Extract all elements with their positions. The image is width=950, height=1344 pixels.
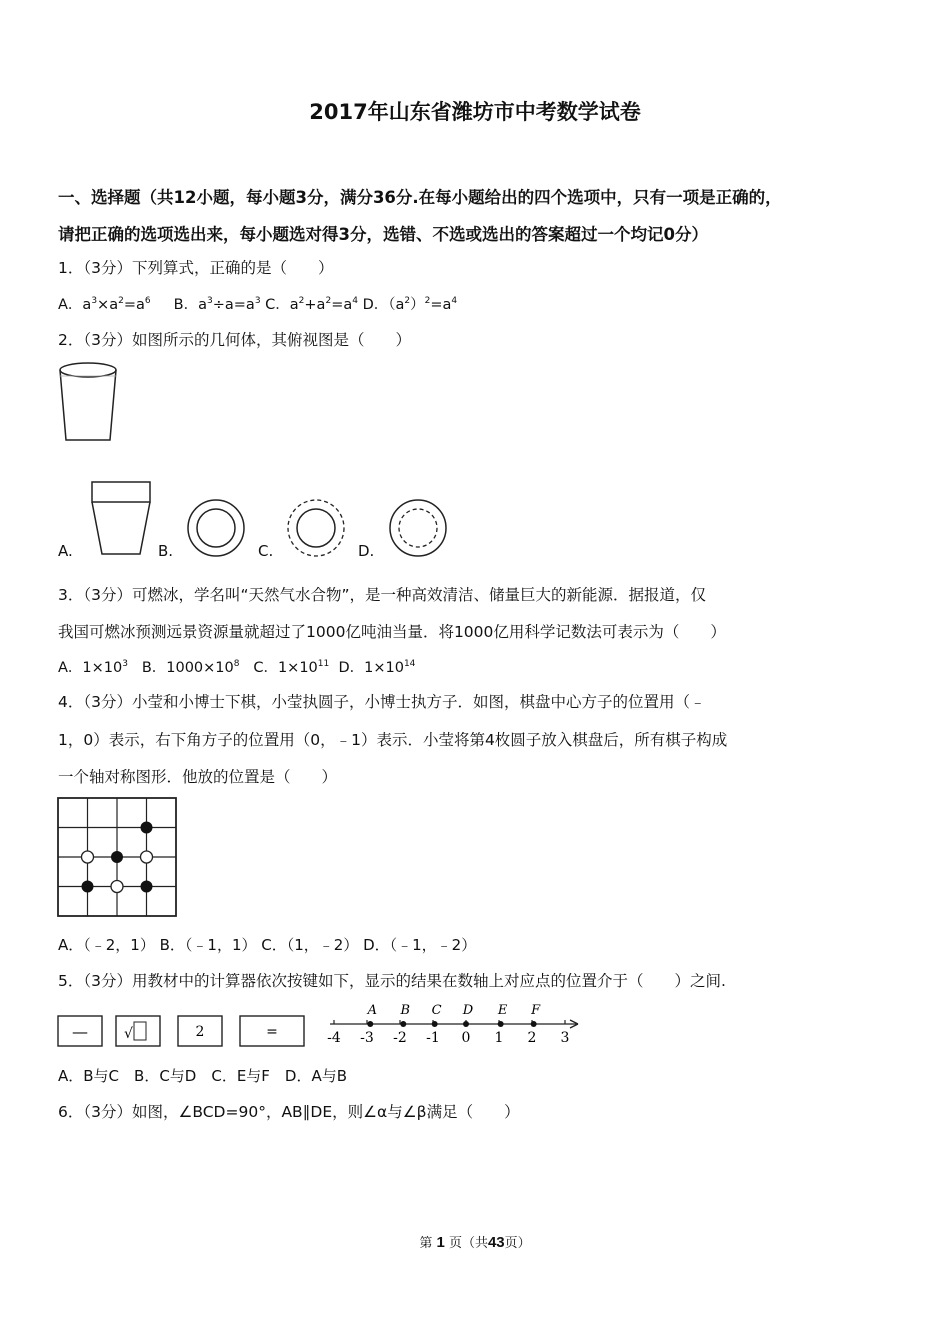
number-line-point-label: D: [462, 1003, 474, 1018]
number-line-tick-label: -3: [360, 1030, 374, 1046]
key-sqrt-label: √: [124, 1026, 133, 1042]
number-line-tick-label: -2: [393, 1030, 407, 1046]
black-stone: [141, 881, 153, 893]
white-stone: [82, 851, 94, 863]
q2-stem: 2．（3分）如图所示的几何体，其俯视图是（ ）: [58, 331, 411, 349]
go-board: [56, 796, 180, 920]
number-line-point: [432, 1021, 438, 1027]
q5-figure: [56, 1000, 586, 1052]
q4-stem-line3: 一个轴对称图形．他放的位置是（ ）: [58, 768, 338, 786]
black-stone: [82, 881, 94, 893]
q3-stem-line2: 我国可燃冰预测远景资源量就超过了1000亿吨油当量．将1000亿用科学记数法可表示为（ ）: [58, 623, 726, 641]
number-line-point: [367, 1021, 373, 1027]
q2-option-c-label: C.: [258, 542, 274, 560]
q3-options: A．$1\times 10^3$ B．$1000\times 10^8$ C．$1\times 10^{11}$ D．$1\times 10^{14}$: [58, 659, 416, 676]
number-line-point: [531, 1021, 537, 1027]
q2-option-b-label: B.: [158, 542, 174, 560]
q1-stem: 1．（3分）下列算式，正确的是（ ）: [58, 259, 334, 277]
q2-option-c-figure: [284, 496, 348, 560]
q1-options: A．$a^3\times a^2=a^6$ B．$a^3\div a=a^3$ C．$a^2+a^2=a^4$ D．$(a^2)^2=a^4$: [58, 296, 458, 313]
number-line-point-label: F: [531, 1003, 541, 1018]
key-sqrt: [116, 1016, 160, 1046]
page-title: 2017年山东省潍坊市中考数学试卷: [309, 100, 641, 124]
total-pages: 43: [487, 1234, 505, 1251]
number-line-point-label: A: [367, 1003, 377, 1018]
q5-stem: 5．（3分）用教材中的计算器依次按键如下，显示的结果在数轴上对应点的位置介于（ ）之间.: [58, 972, 726, 990]
section-heading-line2: 请把正确的选项选出来，每小题选对得3分，选错、不选或选出的答案超过一个均记0分）: [58, 225, 708, 244]
key-2-label: 2: [195, 1024, 205, 1040]
cup-figure: [56, 360, 120, 446]
number-line-tick-label: 3: [560, 1030, 570, 1046]
white-stone: [141, 851, 153, 863]
number-line-tick-label: 1: [494, 1030, 504, 1046]
black-stone: [111, 851, 123, 863]
number-line-point: [400, 1021, 406, 1027]
number-line-point-label: E: [497, 1003, 508, 1018]
q3-stem-line1: 3．（3分）可燃冰，学名叫“天然气水合物”，是一种高效清洁、储量巨大的新能源．据报道，仅: [58, 586, 707, 604]
q2-option-d-figure: [386, 496, 450, 560]
number-line-tick-label: -1: [426, 1030, 440, 1046]
number-line-point-label: C: [431, 1003, 442, 1018]
q4-stem-line2: 1，0）表示，右下角方子的位置用（0，﹣1）表示．小莹将第4枚圆子放入棋盘后，所有棋子构成: [58, 731, 728, 749]
key-equals-label: =: [266, 1024, 278, 1040]
number-line-tick-label: 2: [527, 1030, 537, 1046]
number-line-point: [498, 1021, 504, 1027]
q4-options: A．（﹣2，1） B．（﹣1，1） C．（1，﹣2） D．（﹣1，﹣2）: [58, 936, 477, 954]
number-line-point-label: B: [400, 1003, 411, 1018]
q5-options: A．B与C B．C与D C．E与F D．A与B: [58, 1067, 348, 1085]
q4-stem-line1: 4．（3分）小莹和小博士下棋，小莹执圆子，小博士执方子．如图，棋盘中心方子的位置用（﹣: [58, 693, 706, 711]
page-number: 1: [436, 1234, 445, 1251]
white-stone: [111, 881, 123, 893]
number-line-point: [463, 1021, 469, 1027]
number-line-tick-label: 0: [461, 1030, 471, 1046]
q2-option-b-figure: [184, 496, 248, 560]
key-minus-label: —: [72, 1022, 88, 1041]
q2-option-d-label: D.: [358, 542, 375, 560]
number-line-tick-label: -4: [327, 1030, 341, 1046]
q2-option-a-label: A.: [58, 542, 73, 560]
q6-stem: 6．（3分）如图，∠BCD=90°，AB∥DE，则∠α与∠β满足（ ）: [58, 1103, 520, 1121]
page-footer: 第 1 页（共43页）: [419, 1234, 531, 1251]
section-heading-line1: 一、选择题（共12小题，每小题3分，满分36分.在每小题给出的四个选项中，只有一项是正确的，: [58, 188, 782, 207]
black-stone: [141, 822, 153, 834]
q2-option-a-figure: [88, 480, 154, 558]
